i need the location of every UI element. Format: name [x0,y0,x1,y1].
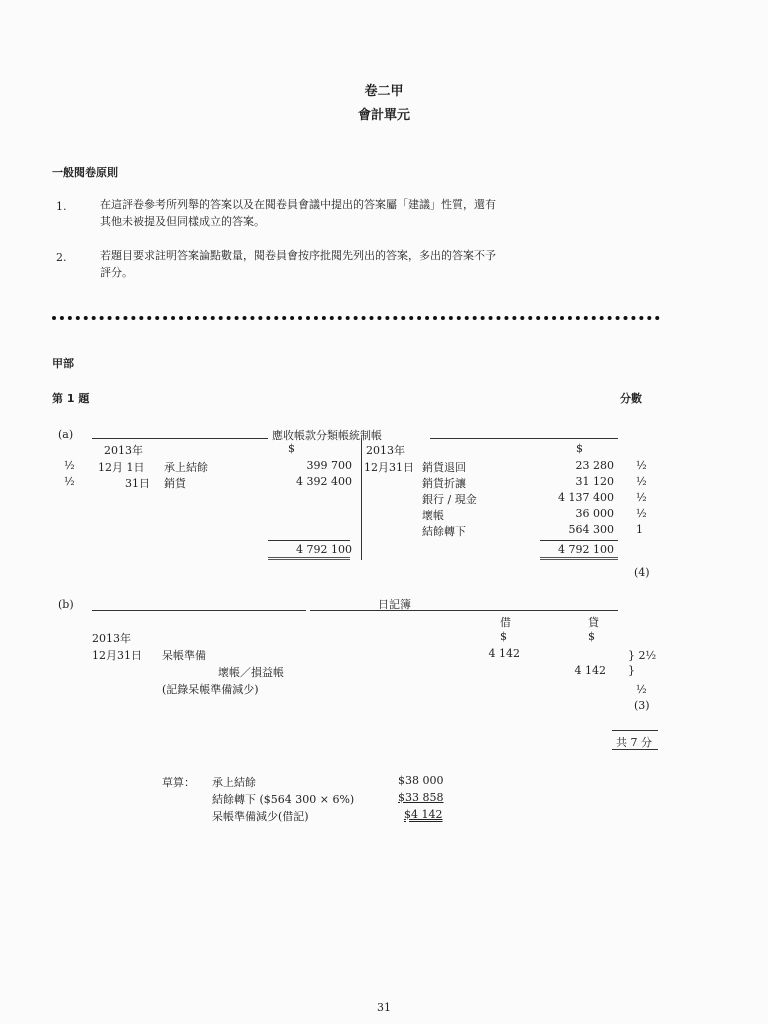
ledger-right-row-1-desc: 銷貨退回 [422,461,466,474]
workings-row-2-desc: 結餘轉下 ($564 300 × 6%) [212,793,355,806]
part-b-label: (b) [58,598,74,611]
principle-2-text [100,247,496,281]
module-title: 會計單元 [357,108,410,123]
ledger-left-row-1-desc: 承上結餘 [164,461,208,474]
journal-header-rule-right [310,610,618,611]
part-heading: 甲部 [52,357,74,370]
ledger-header-rule-right [430,438,618,439]
ledger-left-row-1-amount: 399 700 [306,459,352,472]
ledger-left-total: 4 792 100 [296,543,352,556]
page-number: 31 [377,1001,391,1014]
marks-heading: 分數 [620,392,642,405]
workings-row-1-amount: $38 000 [398,774,444,787]
principles-heading: 一般閱卷原則 [52,166,118,179]
ledger-left-row-2-mark: ½ [64,475,75,488]
ledger-right-row-1-date: 12月31日 [364,461,414,474]
ledger-right-row-2-amount: 31 120 [575,475,614,488]
ledger-right-row-1-amount: 23 280 [575,459,614,472]
ledger-left-year: 2013年 [104,444,143,457]
grand-total-rule-top [612,730,658,731]
journal-entry-2-credit: 4 142 [574,664,606,677]
principle-1-text [100,196,496,230]
principle-1-line1: 在這評卷參考所列舉的答案以及在閱卷員會議中提出的答案屬「建議」性質，還有 [100,198,496,211]
journal-credit-heading: 貸 [588,616,599,629]
ledger-right-year: 2013年 [366,444,405,457]
ledger-right-row-3-desc: 銀行 / 現金 [422,493,477,506]
ledger-right-row-5-desc: 結餘轉下 [422,525,466,538]
principle-2-line1: 若題目要求註明答案論點數量，閱卷員會按序批閱先列出的答案，多出的答案不予 [100,249,496,262]
journal-year: 2013年 [92,632,131,645]
ledger-right-row-4-desc: 壞帳 [422,509,444,522]
journal-entry-1-mark: } 2½ [628,649,657,662]
journal-narration-mark: ½ [636,683,647,696]
ledger-right-row-5-amount: 564 300 [568,523,614,536]
ledger-right-row-1-mark: ½ [636,459,647,472]
ledger-right-row-2-mark: ½ [636,475,647,488]
journal-debit-heading: 借 [500,616,511,629]
ledger-left-row-2-desc: 銷貨 [164,477,186,490]
ledger-left-row-1-mark: ½ [64,459,75,472]
ledger-right-currency: $ [576,442,583,455]
workings-row-1-desc: 承上結餘 [212,776,256,789]
journal-entry-2-desc: 壞帳／損益帳 [218,666,284,679]
ledger-right-total-double-rule [540,557,618,560]
ledger-right-row-3-amount: 4 137 400 [558,491,614,504]
ledger-left-row-1-date: 12月 1日 [98,461,145,474]
ledger-left-total-double-rule [268,557,350,560]
ledger-title: 應收帳款分類帳統制帳 [272,429,382,442]
question-heading: 第 1 題 [52,392,90,405]
journal-date: 12月31日 [92,649,142,662]
workings-row-3-desc: 呆帳準備減少(借記) [212,810,309,823]
principle-2-line2: 評分。 [100,266,133,279]
ledger-left-total-rule [268,540,350,541]
ledger-right-total: 4 792 100 [558,543,614,556]
part-a-label: (a) [58,428,74,441]
journal-entry-2-brace: } [628,664,635,677]
workings-label: 草算： [162,776,195,789]
part-b-subtotal: (3) [634,699,650,712]
ledger-right-row-4-amount: 36 000 [575,507,614,520]
journal-entry-1-debit: 4 142 [488,647,520,660]
grand-total: 共 7 分 [616,736,652,749]
journal-entry-1-desc: 呆帳準備 [162,649,206,662]
ledger-right-row-4-mark: ½ [636,507,647,520]
ledger-right-row-5-mark: 1 [636,523,643,536]
principle-2-number: 2. [56,251,67,264]
journal-credit-currency: $ [588,630,595,643]
journal-title: 日記簿 [378,598,411,611]
ledger-right-row-2-desc: 銷貨折讓 [422,477,466,490]
ledger-left-row-2-amount: 4 392 400 [296,475,352,488]
principle-1-number: 1. [56,200,67,213]
grand-total-rule-bottom [612,749,658,750]
section-divider [52,316,660,320]
journal-narration: (記錄呆帳準備減少) [162,683,259,696]
paper-title: 卷二甲 [364,84,404,99]
ledger-right-row-3-mark: ½ [636,491,647,504]
ledger-left-row-2-date: 31日 [125,477,150,490]
journal-header-rule-left [92,610,306,611]
ledger-left-currency: $ [288,442,295,455]
ledger-center-rule [361,438,362,560]
ledger-header-rule-left [92,438,268,439]
workings-row-3-amount: $4 142 [404,808,443,821]
journal-debit-currency: $ [500,630,507,643]
ledger-right-total-rule [540,540,618,541]
principle-1-line2: 其他未被提及但同樣成立的答案。 [100,215,265,228]
workings-row-2-amount: $33 858 [398,791,444,804]
part-a-subtotal: (4) [634,566,650,579]
